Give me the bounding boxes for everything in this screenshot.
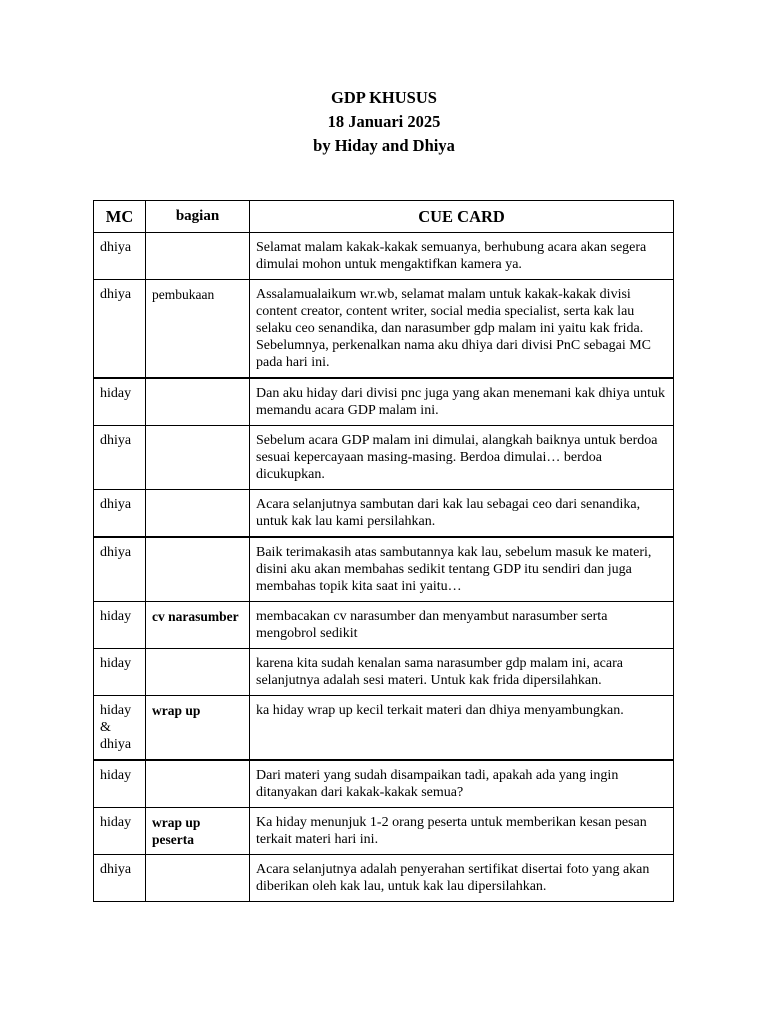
table-row (94, 855, 674, 902)
cue-cell: Acara selanjutnya sambutan dari kak lau sebagai ceo dari senandika, untuk kak lau kami persilahkan. (250, 490, 674, 538)
table-row (94, 537, 674, 602)
cue-cell: membacakan cv narasumber dan menyambut narasumber serta mengobrol sedikit (250, 602, 674, 649)
table-row (94, 490, 674, 538)
document-author: by Hiday and Dhiya (313, 136, 455, 155)
bagian-cell: wrap up peserta (146, 808, 250, 855)
table-row (94, 696, 674, 761)
bagian-cell (146, 490, 250, 538)
bagian-cell (146, 649, 250, 696)
mc-cell: hiday (94, 760, 146, 808)
column-header-cue-card: CUE CARD (250, 201, 674, 233)
mc-cell: hiday (94, 808, 146, 855)
bagian-cell (146, 426, 250, 490)
mc-cell: dhiya (94, 490, 146, 538)
bagian-cell: pembukaan (146, 280, 250, 379)
mc-cell: dhiya (94, 537, 146, 602)
table-row (94, 760, 674, 808)
mc-cell: hiday (94, 649, 146, 696)
table-row (94, 280, 674, 379)
cue-cell: Baik terimakasih atas sambutannya kak lau, sebelum masuk ke materi, disini aku akan membahas sedikit tentang GDP itu sendiri dan juga membahas topik kita saat ini yaitu… (250, 537, 674, 602)
mc-cell: dhiya (94, 233, 146, 280)
bagian-cell (146, 378, 250, 426)
table-row (94, 808, 674, 855)
cue-cell: Acara selanjutnya adalah penyerahan sertifikat disertai foto yang akan diberikan oleh kak lau, untuk kak lau dipersilahkan. (250, 855, 674, 902)
column-header-mc: MC (94, 201, 146, 233)
cue-cell: Assalamualaikum wr.wb, selamat malam untuk kakak-kakak divisi content creator, content writer, social media specialist, serta kak lau selaku ceo senandika, dan narasumber gdp malam ini yaitu kak frida. Sebelumnya, perkenalkan nama aku dhiya dari divisi PnC sebagai MC pada hari ini. (250, 280, 674, 379)
table-row (94, 602, 674, 649)
mc-cell: hiday & dhiya (94, 696, 146, 761)
cue-card-table (93, 200, 674, 902)
mc-cell: hiday (94, 602, 146, 649)
mc-cell: dhiya (94, 280, 146, 379)
column-header-bagian: bagian (146, 201, 250, 233)
bagian-cell: cv narasumber (146, 602, 250, 649)
cue-cell: Dan aku hiday dari divisi pnc juga yang akan menemani kak dhiya untuk memandu acara GDP malam ini. (250, 378, 674, 426)
document-header (0, 86, 768, 158)
table-row (94, 426, 674, 490)
bagian-cell (146, 760, 250, 808)
bagian-cell (146, 537, 250, 602)
bagian-cell (146, 233, 250, 280)
table-row (94, 649, 674, 696)
table-row (94, 378, 674, 426)
cue-cell: Sebelum acara GDP malam ini dimulai, alangkah baiknya untuk berdoa sesuai kepercayaan masing-masing. Berdoa dimulai… berdoa dicukupkan. (250, 426, 674, 490)
mc-cell: hiday (94, 378, 146, 426)
table-row (94, 233, 674, 280)
bagian-cell: wrap up (146, 696, 250, 761)
bagian-cell (146, 855, 250, 902)
document-title: GDP KHUSUS (331, 88, 437, 107)
mc-cell: dhiya (94, 855, 146, 902)
table-header-row (94, 201, 674, 233)
cue-cell: Selamat malam kakak-kakak semuanya, berhubung acara akan segera dimulai mohon untuk mengaktifkan kamera ya. (250, 233, 674, 280)
mc-cell: dhiya (94, 426, 146, 490)
cue-cell: karena kita sudah kenalan sama narasumber gdp malam ini, acara selanjutnya adalah sesi materi. Untuk kak frida dipersilahkan. (250, 649, 674, 696)
cue-cell: Dari materi yang sudah disampaikan tadi, apakah ada yang ingin ditanyakan dari kakak-kakak semua? (250, 760, 674, 808)
document-date: 18 Januari 2025 (327, 112, 441, 131)
cue-cell: ka hiday wrap up kecil terkait materi dan dhiya menyambungkan. (250, 696, 674, 761)
cue-cell: Ka hiday menunjuk 1-2 orang peserta untuk memberikan kesan pesan terkait materi hari ini. (250, 808, 674, 855)
